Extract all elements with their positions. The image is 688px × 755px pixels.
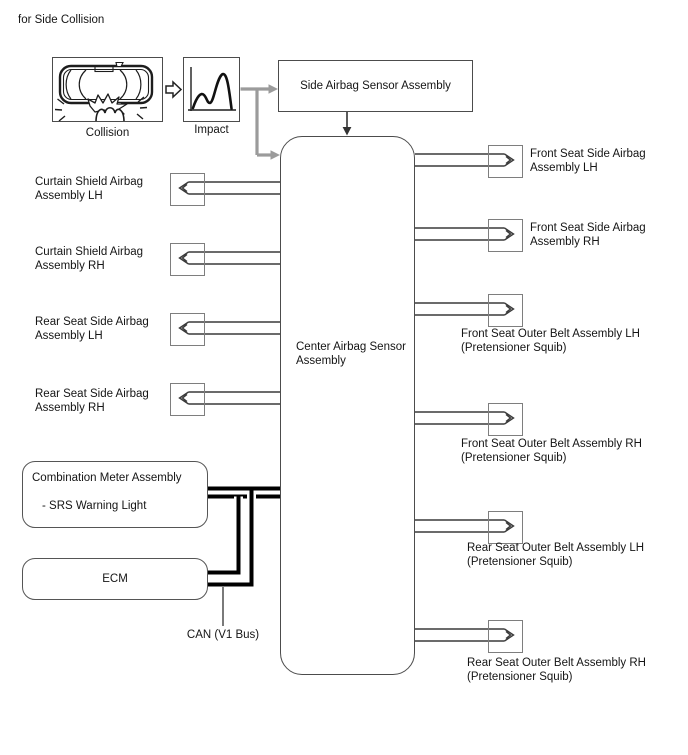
center-airbag-sensor-label: Center Airbag Sensor Assembly: [296, 341, 406, 367]
srs-warning-light-item: - SRS Warning Light: [42, 500, 147, 512]
open-arrow-icon: [166, 82, 181, 97]
left-wire-pairs: [180, 182, 281, 404]
side-airbag-sensor-label: Side Airbag Sensor Assembly: [300, 80, 451, 92]
center-airbag-sensor-box: [280, 136, 415, 675]
connector-box: [170, 383, 205, 416]
connector-box: [170, 243, 205, 276]
side-airbag-sensor-box: [278, 60, 473, 112]
ecm-label: ECM: [102, 573, 128, 585]
label-rear-seat-side-airbag-rh: Rear Seat Side Airbag Assembly RH: [35, 388, 149, 414]
label-front-seat-outer-belt-rh: Front Seat Outer Belt Assembly RH (Pretensioner Squib): [461, 438, 642, 464]
label-curtain-shield-airbag-rh: Curtain Shield Airbag Assembly RH: [35, 246, 144, 272]
connector-box: [488, 294, 523, 327]
diagram-title: for Side Collision: [18, 14, 105, 26]
connector-box: [170, 173, 205, 206]
connector-box: [488, 403, 523, 436]
label-rear-seat-outer-belt-rh: Rear Seat Outer Belt Assembly RH (Pretensioner Squib): [467, 657, 646, 683]
connector-box: [488, 219, 523, 252]
impact-graph-box: [183, 57, 240, 122]
connector-box: [488, 511, 523, 544]
impact-signal-arrows: [241, 84, 281, 160]
label-front-seat-side-airbag-rh: Front Seat Side Airbag Assembly RH: [530, 222, 646, 248]
side-to-center-arrow: [343, 112, 352, 136]
label-front-seat-side-airbag-lh: Front Seat Side Airbag Assembly LH: [530, 148, 646, 174]
collision-image-box: [52, 57, 163, 122]
impact-caption: Impact: [194, 124, 229, 136]
connector-box: [488, 620, 523, 653]
label-rear-seat-side-airbag-lh: Rear Seat Side Airbag Assembly LH: [35, 316, 149, 342]
connector-box: [170, 313, 205, 346]
label-rear-seat-outer-belt-lh: Rear Seat Outer Belt Assembly LH (Pretensioner Squib): [467, 542, 645, 568]
label-front-seat-outer-belt-lh: Front Seat Outer Belt Assembly LH (Pretensioner Squib): [461, 328, 640, 354]
ecm-box: [22, 558, 208, 600]
can-bus-lines: [208, 489, 280, 585]
connector-box: [488, 145, 523, 178]
can-bus-label: CAN (V1 Bus): [186, 629, 260, 641]
combination-meter-title: Combination Meter Assembly: [32, 472, 182, 484]
collision-caption: Collision: [85, 127, 130, 139]
label-curtain-shield-airbag-lh: Curtain Shield Airbag Assembly LH: [35, 176, 144, 202]
